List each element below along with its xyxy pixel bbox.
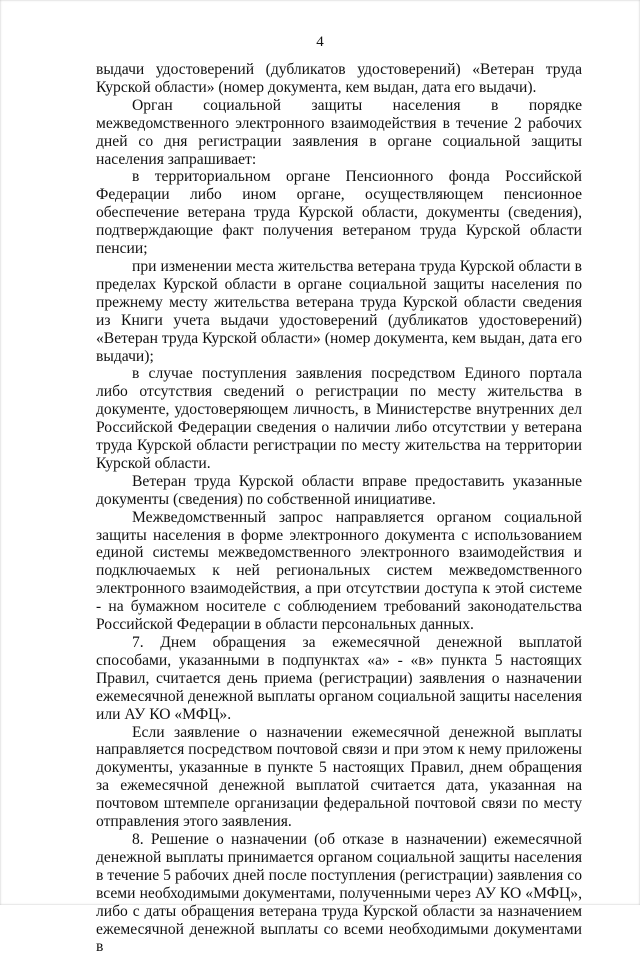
document-body <box>96 61 582 956</box>
paragraph-residence-change: при изменении места жительства ветерана труда Курской области в пределах Курской области в органе социальной защиты населения по прежнему месту жительства ветерана труда Курской области сведения из Книги учета выдачи удостоверений (дубликатов удостоверений) «Ветеран труда Курской области» (номер документа, кем выдан, дата его выдачи); <box>96 257 582 365</box>
page-number: 4 <box>316 34 324 50</box>
paragraph-electronic-document: Межведомственный запрос направляется органом социальной защиты населения в форме электронного документа с использованием единой системы межведомственного электронного взаимодействия и подключаемых к ней региональных систем межведомственного электронного взаимодействия, а при отсутствии доступа к этой системе - на бумажном носителе с соблюдением требований законодательства Российской Федерации в области персональных данных. <box>96 508 582 634</box>
paragraph-pension-fund: в территориальном органе Пенсионного фонда Российской Федерации либо ином органе, осуществляющем пенсионное обеспечение ветерана труда Курской области, документы (сведения), подтверждающие факт получения ветераном труда Курской области пенсии; <box>96 168 582 258</box>
paragraph-continuation: выдачи удостоверений (дубликатов удостоверений) «Ветеран труда Курской области» (номер документа, кем выдан, дата его выдачи). <box>96 61 582 96</box>
paragraph-clause-7: 7. Днем обращения за ежемесячной денежной выплатой способами, указанными в подпунктах «а» - «в» пункта 5 настоящих Правил, считается день приема (регистрации) заявления о назначении ежемесячной денежной выплаты органом социальной защиты населения или АУ КО «МФЦ». <box>96 634 582 723</box>
paragraph-own-initiative: Ветеран труда Курской области вправе предоставить указанные документы (сведения) по собственной инициативе. <box>96 472 582 508</box>
paragraph-postal-application: Если заявление о назначении ежемесячной денежной выплаты направляется посредством почтовой связи и при этом к нему приложены документы, указанные в пункте 5 настоящих Правил, днем обращения за ежемесячной денежной выплатой считается дата, указанная на почтовом штемпеле организации федеральной почтовой связи по месту отправления этого заявления. <box>96 723 582 831</box>
paragraph-interagency-request: Орган социальной защиты населения в порядке межведомственного электронного взаимодействия в течение 2 рабочих дней со дня регистрации заявления в органе социальной защиты населения запрашивает: <box>96 96 582 168</box>
paragraph-unified-portal: в случае поступления заявления посредством Единого портала либо отсутствия сведений о регистрации по месту жительства в документе, удостоверяющем личность, в Министерстве внутренних дел Российской Федерации сведения о наличии либо отсутствии у ветерана труда Курской области регистрации по месту жительства на территории Курской области. <box>96 365 582 472</box>
paragraph-clause-8: 8. Решение о назначении (об отказе в назначении) ежемесячной денежной выплаты принимается органом социальной защиты населения в течение 5 рабочих дней после поступления (регистрации) заявления со всеми необходимыми документами, полученными через АУ КО «МФЦ», либо с даты обращения ветерана труда Курской области за назначением ежемесячной денежной выплаты со всеми необходимыми документами в <box>96 830 582 956</box>
